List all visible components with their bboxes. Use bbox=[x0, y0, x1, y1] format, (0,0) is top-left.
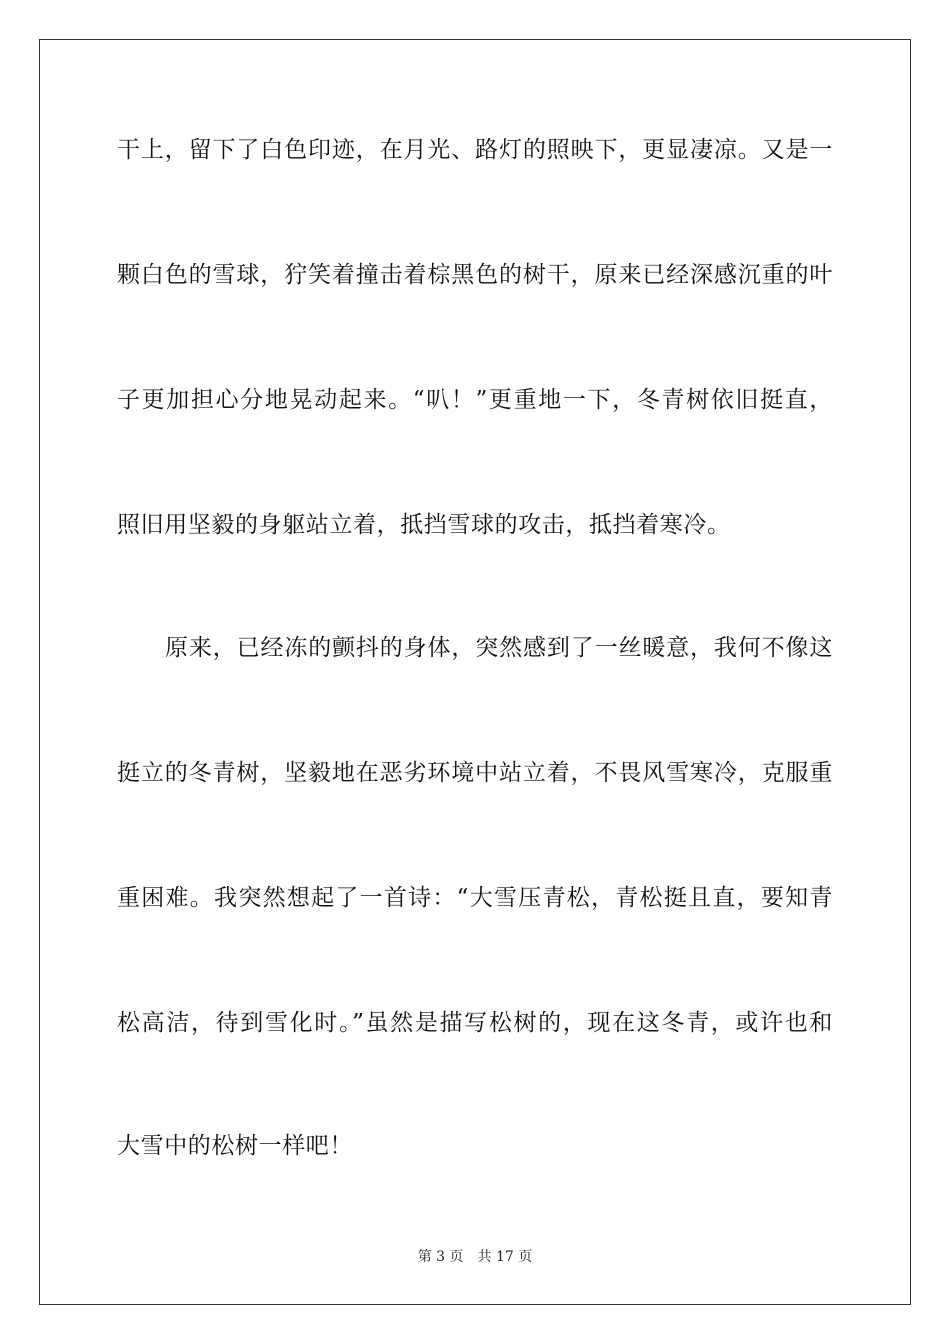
text-line-8: 松高洁，待到雪化时。”虽然是描写松树的，现在这冬青，或许也和 bbox=[117, 1010, 833, 1036]
text-line-5: 原来，已经冻的颤抖的身体，突然感到了一丝暖意，我何不像这 bbox=[165, 635, 833, 661]
page-border bbox=[39, 39, 911, 1305]
text-line-1: 干上，留下了白色印迹，在月光、路灯的照映下，更显凄凉。又是一 bbox=[117, 137, 833, 163]
page-number: 第 3 页 bbox=[417, 1249, 464, 1265]
page-footer bbox=[0, 1248, 950, 1266]
text-line-4: 照旧用坚毅的身躯站立着，抵挡雪球的攻击，抵挡着寒冷。 bbox=[117, 512, 731, 538]
page-total: 共 17 页 bbox=[477, 1249, 533, 1265]
text-line-2: 颗白色的雪球，狞笑着撞击着棕黑色的树干，原来已经深感沉重的叶 bbox=[117, 262, 833, 288]
text-line-6: 挺立的冬青树，坚毅地在恶劣环境中站立着，不畏风雪寒冷，克服重 bbox=[117, 760, 833, 786]
text-line-7: 重困难。我突然想起了一首诗：“大雪压青松，青松挺且直，要知青 bbox=[117, 885, 833, 911]
text-line-3: 子更加担心分地晃动起来。“叭！”更重地一下，冬青树依旧挺直， bbox=[117, 387, 833, 413]
text-line-9: 大雪中的松树一样吧！ bbox=[117, 1133, 353, 1159]
